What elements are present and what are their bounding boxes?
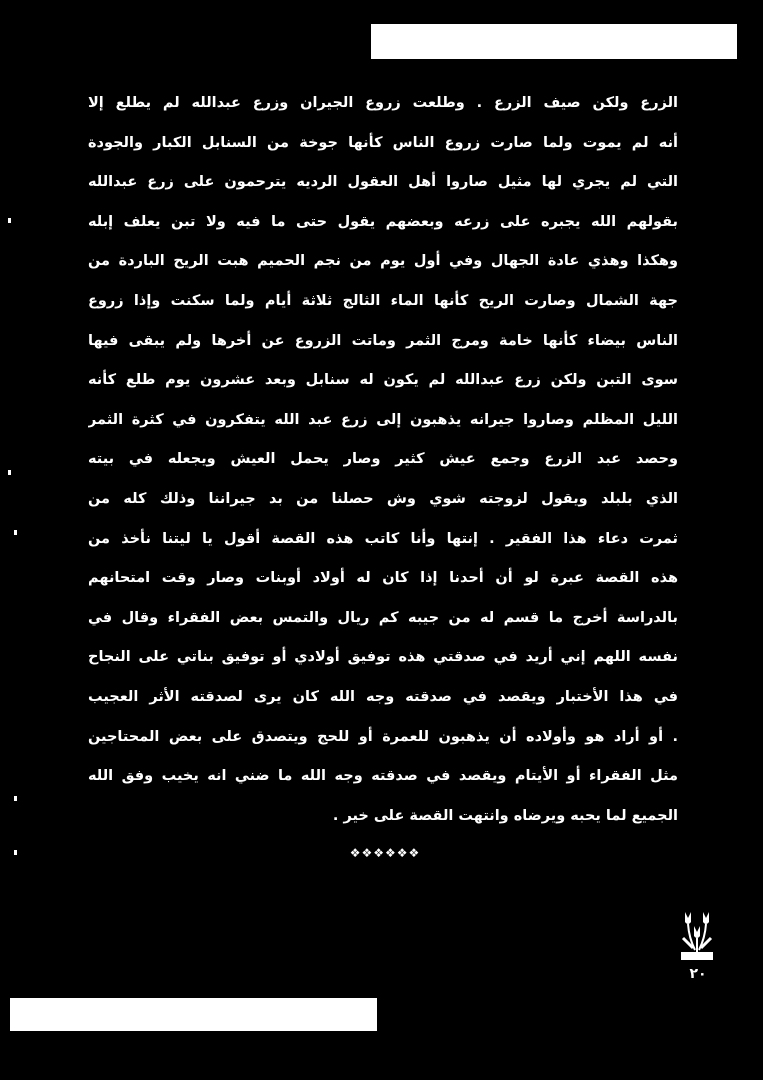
margin-mark bbox=[8, 470, 11, 475]
text-line-5: وهكذا وهذي عادة الجهال وفي أول يوم من نجم الحميم هبت الريح الباردة من bbox=[88, 253, 678, 270]
text-line-19: الجميع لما يحبه ويرضاه وانتهت القصة على خير . bbox=[332, 807, 678, 824]
text-line-10: وحصد عبد الزرع وجمع عيش كثير وصار يحمل العيش ويجعله في بيته bbox=[88, 451, 678, 468]
text-line-16: في هذا الأختبار ويقصد في صدقته وجه الله كان يرى لصدقته الأثر العجيب bbox=[88, 688, 678, 705]
margin-mark bbox=[14, 530, 17, 535]
margin-mark bbox=[8, 218, 11, 223]
redaction-bar-top bbox=[371, 24, 737, 59]
text-line-9: الليل المظلم وصاروا جيرانه يذهبون إلى زرع عبد الله يتفكرون في كثرة الثمر bbox=[88, 411, 678, 428]
page-number: ٢٠ bbox=[689, 966, 707, 982]
text-line-4: بقولهم الله يجبره على زرعه وبعضهم يقول حتى ما فيه ولا تبن يعلف إبله bbox=[88, 213, 678, 230]
text-line-3: التي لم يجري لها مثيل صاروا أهل العقول الرديه يترحمون على زرع عبدالله bbox=[88, 174, 678, 191]
text-line-7: الناس بيضاء كأنها خامة ومرج الثمر وماتت الزروع عن أخرها ولم يبقى فيها bbox=[88, 332, 678, 349]
text-line-14: بالدراسة أخرج ما قسم له من جيبه كم ريال والتمس بعض الفقراء وقال في bbox=[88, 609, 678, 626]
tulip-ornament-icon bbox=[677, 908, 717, 968]
redaction-bar-bottom bbox=[10, 998, 377, 1031]
section-separator: ❖❖❖❖❖❖ bbox=[349, 846, 421, 860]
text-line-15: نفسه اللهم إني أريد في صدقتي هذه توفيق أولادي أو توفيق بناتي على النجاح bbox=[88, 649, 678, 666]
text-line-11: الذي بلبلد ويقول لزوجته شوي وش حصلنا من بد جيراننا وذلك كله من bbox=[88, 490, 678, 507]
text-line-17: . أو أراد هو وأولاده أن يذهبون للعمرة أو للحج ويتصدق على بعض المحتاجين bbox=[88, 728, 678, 745]
text-line-6: جهة الشمال وصارت الريح كأنها الماء الثالج ثلاثة أيام ولما سكنت وإذا زروع bbox=[88, 292, 678, 309]
story-text bbox=[88, 84, 678, 836]
margin-mark bbox=[14, 796, 17, 801]
text-line-12: ثمرت دعاء هذا الفقير . إنتها وأنا كاتب هذه القصة أقول يا ليتنا نأخذ من bbox=[88, 530, 678, 547]
text-line-2: أنه لم يموت ولما صارت زروع الناس كأنها جوخة من السنابل الكبار والجودة bbox=[88, 134, 678, 151]
text-line-13: هذه القصة عبرة لو أن أحدنا إذا كان له أولاد أوبنات وصار وقت امتحانهم bbox=[88, 570, 678, 587]
text-line-18: مثل الفقراء أو الأيتام ويقصد في صدقته وجه الله ما ضني انه يخيب وفق الله bbox=[88, 768, 678, 785]
margin-mark bbox=[14, 850, 17, 855]
text-line-8: سوى التبن ولكن زرع عبدالله لم يكون له سنابل وبعد عشرون يوم طلع كأنه bbox=[88, 372, 678, 389]
text-line-1: الزرع ولكن صيف الزرع . وطلعت زروع الجيران وزرع عبدالله لم يطلع إلا bbox=[88, 95, 678, 111]
